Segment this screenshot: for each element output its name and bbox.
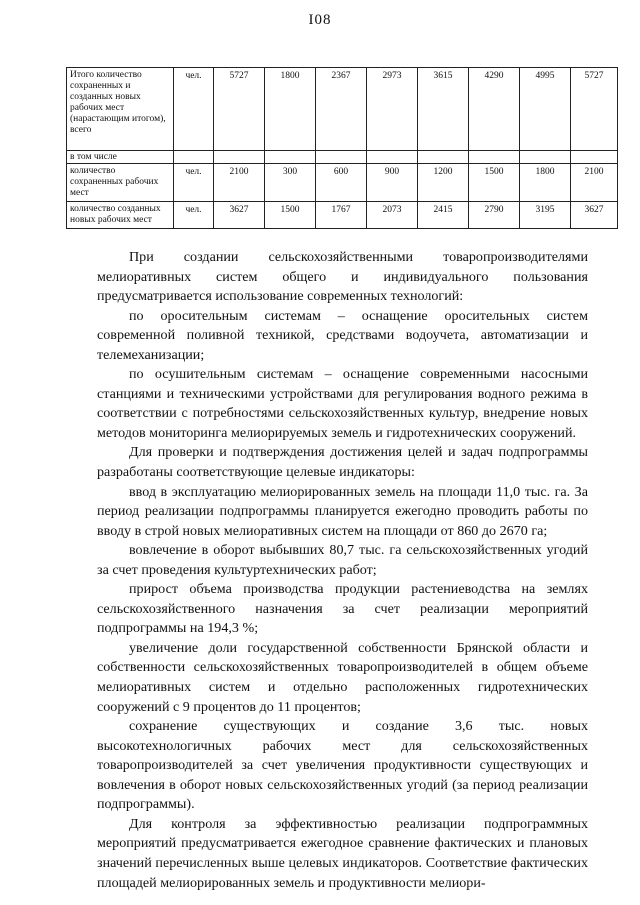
- table-cell: 900: [367, 164, 418, 202]
- table-cell: [367, 151, 418, 164]
- table-cell: [265, 151, 316, 164]
- table-cell: [316, 151, 367, 164]
- table-cell: 3615: [418, 68, 469, 151]
- table-cell: 2973: [367, 68, 418, 151]
- jobs-table: [66, 67, 618, 229]
- table-cell: 2367: [316, 68, 367, 151]
- row-unit: [174, 151, 214, 164]
- row-unit: чел.: [174, 164, 214, 202]
- table-row: [67, 164, 618, 202]
- row-label: количество сохраненных рабочих мест: [67, 164, 174, 202]
- paragraph: ввод в эксплуатацию мелиорированных земель на площади 11,0 тыс. га. За период реализации подпрограммы планируется ежегодно проводить работы по вводу в строй новых мелиоративных систем на площади от 860 до 2670 га;: [97, 483, 588, 539]
- table-cell: 300: [265, 164, 316, 202]
- table-row: [67, 68, 618, 151]
- table-cell: 2415: [418, 202, 469, 229]
- paragraph: прирост объема производства продукции растениеводства на землях сельскохозяйственного назначения за счет реализации мероприятий подпрограммы на 194,3 %;: [97, 581, 588, 637]
- row-unit: чел.: [174, 202, 214, 229]
- paragraph: вовлечение в оборот выбывших 80,7 тыс. га сельскохозяйственных угодий за счет проведения культуртехнических работ;: [97, 542, 588, 578]
- table-cell: 1500: [469, 164, 520, 202]
- table-cell: 1500: [265, 202, 316, 229]
- table-cell: [571, 151, 618, 164]
- table-cell: 600: [316, 164, 367, 202]
- row-label: Итого количество сохраненных и созданных новых рабочих мест (нарастающим итогом), всего: [67, 68, 174, 151]
- table-cell: 4995: [520, 68, 571, 151]
- table-cell: 1767: [316, 202, 367, 229]
- table-cell: 5727: [214, 68, 265, 151]
- paragraph: Для контроля за эффективностью реализации подпрограммных мероприятий предусматривается ежегодное сравнение фактических и плановых значений перечисленных выше целевых индикаторов. Соответствие фактических площадей мелиорированных земель и продуктивности мелиори-: [97, 815, 588, 891]
- table-cell: 3627: [214, 202, 265, 229]
- paragraph: При создании сельскохозяйственными товаропроизводителями мелиоративных систем общего и индивидуального пользования предусматривается использование современных технологий:: [97, 249, 588, 305]
- table-cell: 1200: [418, 164, 469, 202]
- table-cell: 2790: [469, 202, 520, 229]
- table-cell: 1800: [520, 164, 571, 202]
- table-cell: 5727: [571, 68, 618, 151]
- table-cell: [520, 151, 571, 164]
- table-cell: 2100: [571, 164, 618, 202]
- table-cell: [214, 151, 265, 164]
- paragraph: по оросительным системам – оснащение оросительных систем современной поливной техникой, средствами водоучета, автоматизации и телемеханизации;: [97, 307, 588, 363]
- table-cell: 1800: [265, 68, 316, 151]
- row-unit: чел.: [174, 68, 214, 151]
- body-text: [97, 248, 588, 893]
- table-row: [67, 151, 618, 164]
- table-cell: 3195: [520, 202, 571, 229]
- paragraph: Для проверки и подтверждения достижения целей и задач подпрограммы разработаны соответствующие целевые индикаторы:: [97, 444, 588, 481]
- table-row: [67, 202, 618, 229]
- table-cell: 2073: [367, 202, 418, 229]
- table-cell: 3627: [571, 202, 618, 229]
- table-cell: 4290: [469, 68, 520, 151]
- row-label: количество созданных новых рабочих мест: [67, 202, 174, 229]
- table-cell: 2100: [214, 164, 265, 202]
- table-cell: [418, 151, 469, 164]
- paragraph: увеличение доли государственной собственности Брянской области и собственности сельскохозяйственных товаропроизводителей в общем объеме мелиоративных систем и отдельно расположенных гидротехнических сооружений с 9 процентов до 11 процентов;: [97, 639, 588, 715]
- table-cell: [469, 151, 520, 164]
- page-number: I08: [308, 12, 332, 28]
- paragraph: сохранение существующих и создание 3,6 тыс. новых высокотехнологичных рабочих мест для сельскохозяйственных товаропроизводителей за счет увеличения продуктивности существующих и вовлечения в оборот новых сельскохозяйственных угодий (за период реализации подпрограммы).: [97, 718, 588, 813]
- paragraph: по осушительным системам – оснащение современными насосными станциями и техническими устройствами для регулирования водного режима в соответствии с потребностями сельскохозяйственных культур, внедрение новых методов мониторинга мелиорируемых земель и гидротехнических сооружений.: [97, 366, 588, 441]
- row-label: в том числе: [67, 151, 174, 164]
